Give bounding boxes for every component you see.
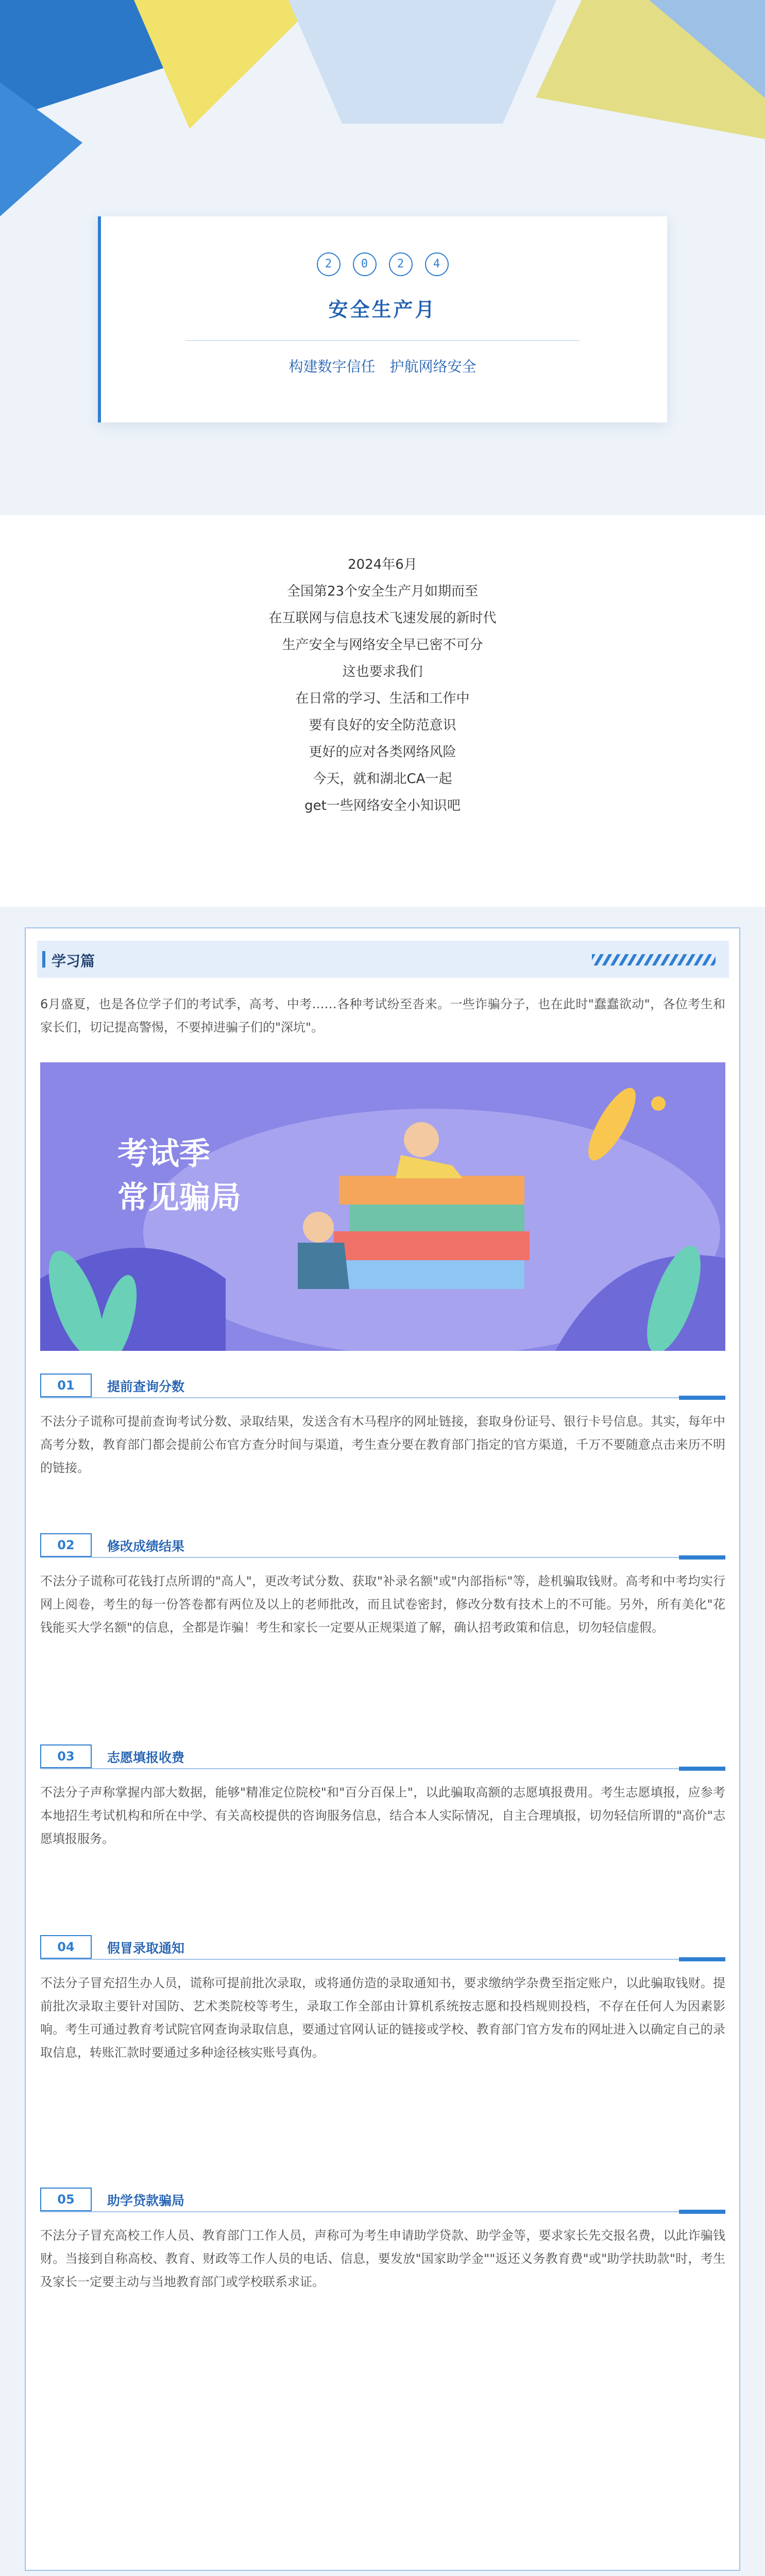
intro-line: 今天，就和湖北CA一起 bbox=[313, 771, 452, 787]
year-digit: 0 bbox=[353, 252, 377, 276]
tip-title: 提前查询分数 bbox=[107, 1379, 185, 1394]
intro-line: 更好的应对各类网络风险 bbox=[309, 744, 456, 760]
tip-text: 不法分子冒充招生办人员，谎称可提前批次录取，或将通仿造的录取通知书，要求缴纳学杂费至指定账户，以此骗取钱财。提前批次录取主要针对国防、艺术类院校等考生，录取工作全部由计算机系统按志愿和投档规则投档，不存在任何人为因素影响。考生可通过教育考试院官网查询录取信息，要通过官网认证的链接或学校、教育部门官方发布的网址进入以确定自己的录取信息，转账汇款时要通过多种途径核实账号真伪。 bbox=[40, 1976, 725, 2060]
intro-text bbox=[0, 551, 765, 819]
section-intro: 6月盛夏，也是各位学子们的考试季，高考、中考……各种考试纷至沓来。一些诈骗分子，也在此时"蠢蠢欲动"，各位考生和家长们，切记提高警惕，不要掉进骗子们的"深坑"。 bbox=[40, 997, 725, 1035]
hero-banner bbox=[0, 0, 765, 515]
tip-heading bbox=[40, 1371, 725, 1400]
tip-text: 不法分子声称掌握内部大数据，能够"精准定位院校"和"百分百保上"，以此骗取高额的志愿填报费用。考生志愿填报，应参考本地招生考试机构和所在中学、有关高校提供的咨询服务信息，结合本人实际情况，自主合理填报，切勿轻信所谓的"高价"志愿填报服务。 bbox=[40, 1785, 725, 1846]
tip-number: 01 bbox=[40, 1374, 92, 1397]
hero-title-card bbox=[98, 216, 667, 422]
divider bbox=[40, 2211, 725, 2212]
study-section bbox=[25, 927, 740, 2571]
tip-text: 不法分子谎称可花钱打点所谓的"高人"，更改考试分数、获取"补录名额"或"内部指标"等，趁机骗取钱财。高考和中考均实行网上阅卷，考生的每一份答卷都有两位及以上的老师批改，而且试卷密封，修改分数有技术上的不可能。另外，所有美化"花钱能买大学名额"的信息，全都是诈骗！考生和家长一定要从正规渠道了解，确认招考政策和信息，切勿轻信虚假。 bbox=[40, 1574, 725, 1635]
tip-heading bbox=[40, 1742, 725, 1771]
tip-heading bbox=[40, 2185, 725, 2214]
intro-line: get一些网络安全小知识吧 bbox=[304, 798, 461, 814]
decorative-shape bbox=[134, 0, 319, 129]
intro-line: 在互联网与信息技术飞速发展的新时代 bbox=[268, 611, 497, 626]
divider bbox=[185, 340, 580, 341]
tip-number: 04 bbox=[40, 1935, 92, 1959]
page-subtitle: 构建数字信任 护航网络安全 bbox=[288, 358, 477, 375]
page-title: 安全生产月 bbox=[328, 298, 437, 321]
intro-line: 生产安全与网络安全早已密不可分 bbox=[282, 637, 483, 653]
intro-line: 2024年6月 bbox=[348, 557, 417, 572]
exam-season-illustration bbox=[40, 1062, 725, 1351]
divider bbox=[40, 1959, 725, 1960]
tip-title: 假冒录取通知 bbox=[107, 1941, 185, 1956]
tip-heading bbox=[40, 1531, 725, 1560]
tip-title: 志愿填报收费 bbox=[107, 1750, 185, 1765]
year-digit: 2 bbox=[317, 252, 341, 276]
section-title: 学习篇 bbox=[52, 950, 95, 971]
tip-text: 不法分子谎称可提前查询考试分数、录取结果，发送含有木马程序的网址链接，套取身份证号、银行卡号信息。其实，每年中高考分数，教育部门都会提前公布官方查分时间与渠道，考生查分要在教育部门指定的官方渠道，千万不要随意点击来历不明的链接。 bbox=[40, 1414, 725, 1475]
tip-heading bbox=[40, 1933, 725, 1962]
banner-headline: 常见骗局 bbox=[117, 1180, 241, 1216]
intro-line: 这也要求我们 bbox=[342, 664, 423, 680]
tip-number: 05 bbox=[40, 2188, 92, 2211]
year-badges bbox=[98, 252, 667, 276]
banner-headline: 考试季 bbox=[117, 1136, 210, 1172]
intro-line: 在日常的学习、生活和工作中 bbox=[295, 691, 470, 706]
divider bbox=[40, 1397, 725, 1398]
tip-title: 助学贷款骗局 bbox=[107, 2193, 185, 2208]
year-digit: 4 bbox=[425, 252, 449, 276]
tip-title: 修改成绩结果 bbox=[107, 1539, 185, 1554]
year-digit: 2 bbox=[389, 252, 413, 276]
intro-line: 要有良好的安全防范意识 bbox=[309, 718, 456, 733]
decorative-shape bbox=[288, 0, 556, 124]
tip-number: 03 bbox=[40, 1744, 92, 1768]
intro-line: 全国第23个安全生产月如期而至 bbox=[286, 584, 479, 599]
divider bbox=[40, 1557, 725, 1558]
divider bbox=[40, 1768, 725, 1769]
intro-section bbox=[0, 515, 765, 907]
tip-text: 不法分子冒充高校工作人员、教育部门工作人员，声称可为考生申请助学贷款、助学金等，要求家长先交报名费，以此诈骗钱财。当接到自称高校、教育、财政等工作人员的电话、信息，要发放"国家助学金""返还义务教育费"或"助学扶助款"时，考生及家长一定要主动与当地教育部门或学校联系求证。 bbox=[40, 2228, 725, 2289]
hatch-decoration bbox=[592, 954, 716, 965]
tip-number: 02 bbox=[40, 1533, 92, 1557]
section-header bbox=[37, 941, 729, 978]
